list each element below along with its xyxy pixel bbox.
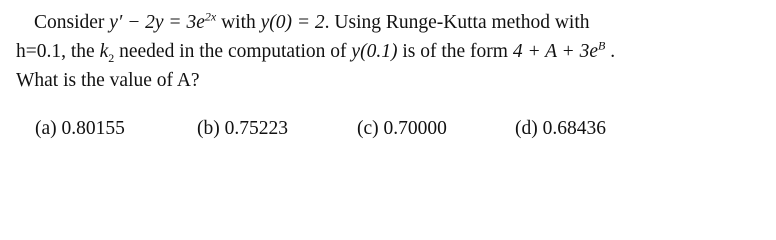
question-text	[16, 8, 768, 95]
k-subscript: 2	[108, 50, 115, 65]
line1-prefix: Consider	[34, 12, 110, 33]
line1-mid: with	[216, 12, 261, 33]
line2-prefix: h=0.1, the	[16, 41, 100, 62]
initial-condition: y(0) = 2	[260, 12, 325, 33]
line2-mid: needed in the computation of	[114, 41, 352, 62]
option-c[interactable]: (c) 0.70000	[357, 118, 447, 139]
line2-form-text: is of the form	[397, 41, 513, 62]
question-line-3: What is the value of A?	[16, 70, 200, 91]
question-line-1	[16, 8, 768, 37]
form-exponent: B	[598, 38, 606, 53]
option-d[interactable]: (d) 0.68436	[515, 118, 606, 139]
answer-options	[35, 118, 755, 148]
option-b[interactable]: (b) 0.75223	[197, 118, 288, 139]
line2-suffix: .	[605, 41, 616, 62]
differential-equation: $y' - 2y = 3e^{2x}$	[109, 9, 217, 33]
target-value: y(0.1)	[351, 41, 398, 62]
line1-suffix: . Using Runge-Kutta method with	[324, 12, 590, 33]
equation-exponent: 2x	[204, 9, 217, 24]
k-symbol: $k_2$	[99, 41, 115, 65]
question-line-2	[16, 37, 768, 66]
option-a[interactable]: (a) 0.80155	[35, 118, 125, 139]
form-expression: $4 + A + 3e^B$	[512, 38, 606, 62]
